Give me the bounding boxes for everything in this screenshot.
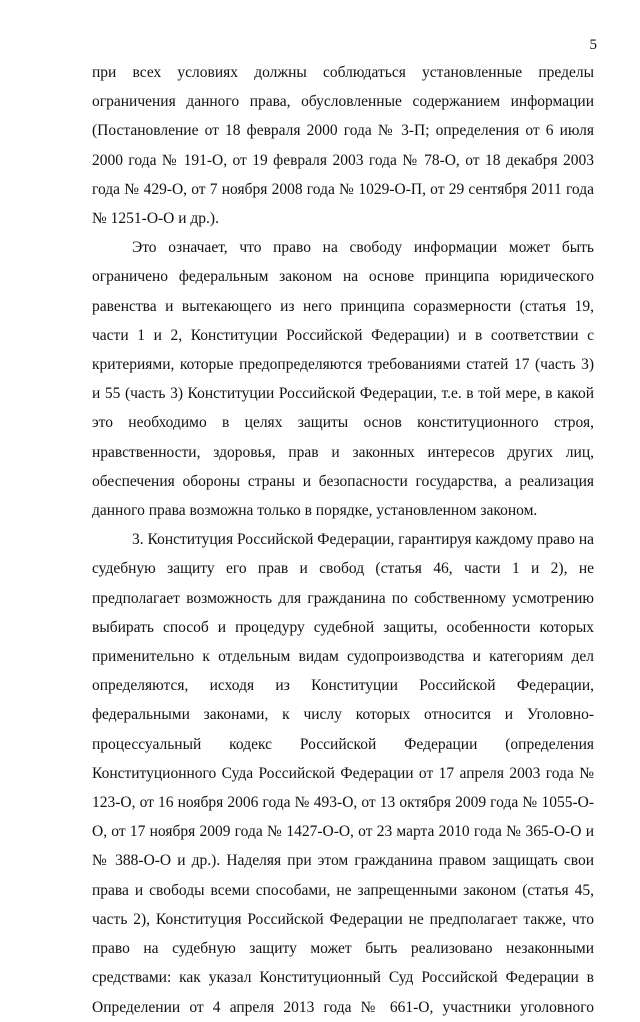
paragraph-section-3: 3. Конституция Российской Федерации, гарантируя каждому право на судебную защиту его прав и свобод (статья 46, части 1 и 2), не предполагает возможность для гражданина по собственному усмотрению выбирать способ и процедуру судебной защиты, особенности которых применительно к отдельным видам судопроизводства и категориям дел определяются, исходя из Конституции Российской Федерации, федеральными законами, к числу которых относится и Уголовно-процессуальный кодекс Российской Федерации (определения Конституционного Суда Российской Федерации от 17 апреля 2003 года № 123-О, от 16 ноября 2006 года № 493-О, от 13 октября 2009 года № 1055-О-О, от 17 ноября 2009 года № 1427-О-О, от 23 марта 2010 года № 365-О-О и № 388-О-О и др.). Наделяя при этом гражданина правом защищать свои права и свободы всеми способами, не запрещенными законом (статья 45, часть 2), Конституция Российской Федерации не предполагает также, что право на судебную защиту может быть реализовано незаконными средствами: как указал Конституционный Суд Российской Федерации в Определении от 4 апреля 2013 года № 661-О, участники уголовного [92,531,594,1016]
paragraph-restriction-of-right: Это означает, что право на свободу информации может быть ограничено федеральным законом на основе принципа юридического равенства и вытекающего из него принципа соразмерности (статья 19, части 1 и 2, Конституции Российской Федерации) и в соответствии с критериями, которые предопределяются требованиями статей 17 (часть 3) и 55 (часть 3) Конституции Российской Федерации, т.е. в той мере, в какой это необходимо в целях защиты основ конституционного строя, нравственности, здоровья, прав и законных интересов других лиц, обеспечения обороны страны и безопасности государства, а реализация данного права возможна только в порядке, установленном законом. [92,239,594,520]
page-number: 5 [589,37,597,53]
document-body [92,58,594,1022]
paragraph-continued: при всех условиях должны соблюдаться установленные пределы ограничения данного права, обусловленные содержанием информации (Постановление от 18 февраля 2000 года № 3-П; определения от 6 июля 2000 года № 191-О, от 19 февраля 2003 года № 78-О, от 18 декабря 2003 года № 429-О, от 7 ноября 2008 года № 1029-О-П, от 29 сентября 2011 года № 1251-О-О и др.). [92,64,594,228]
